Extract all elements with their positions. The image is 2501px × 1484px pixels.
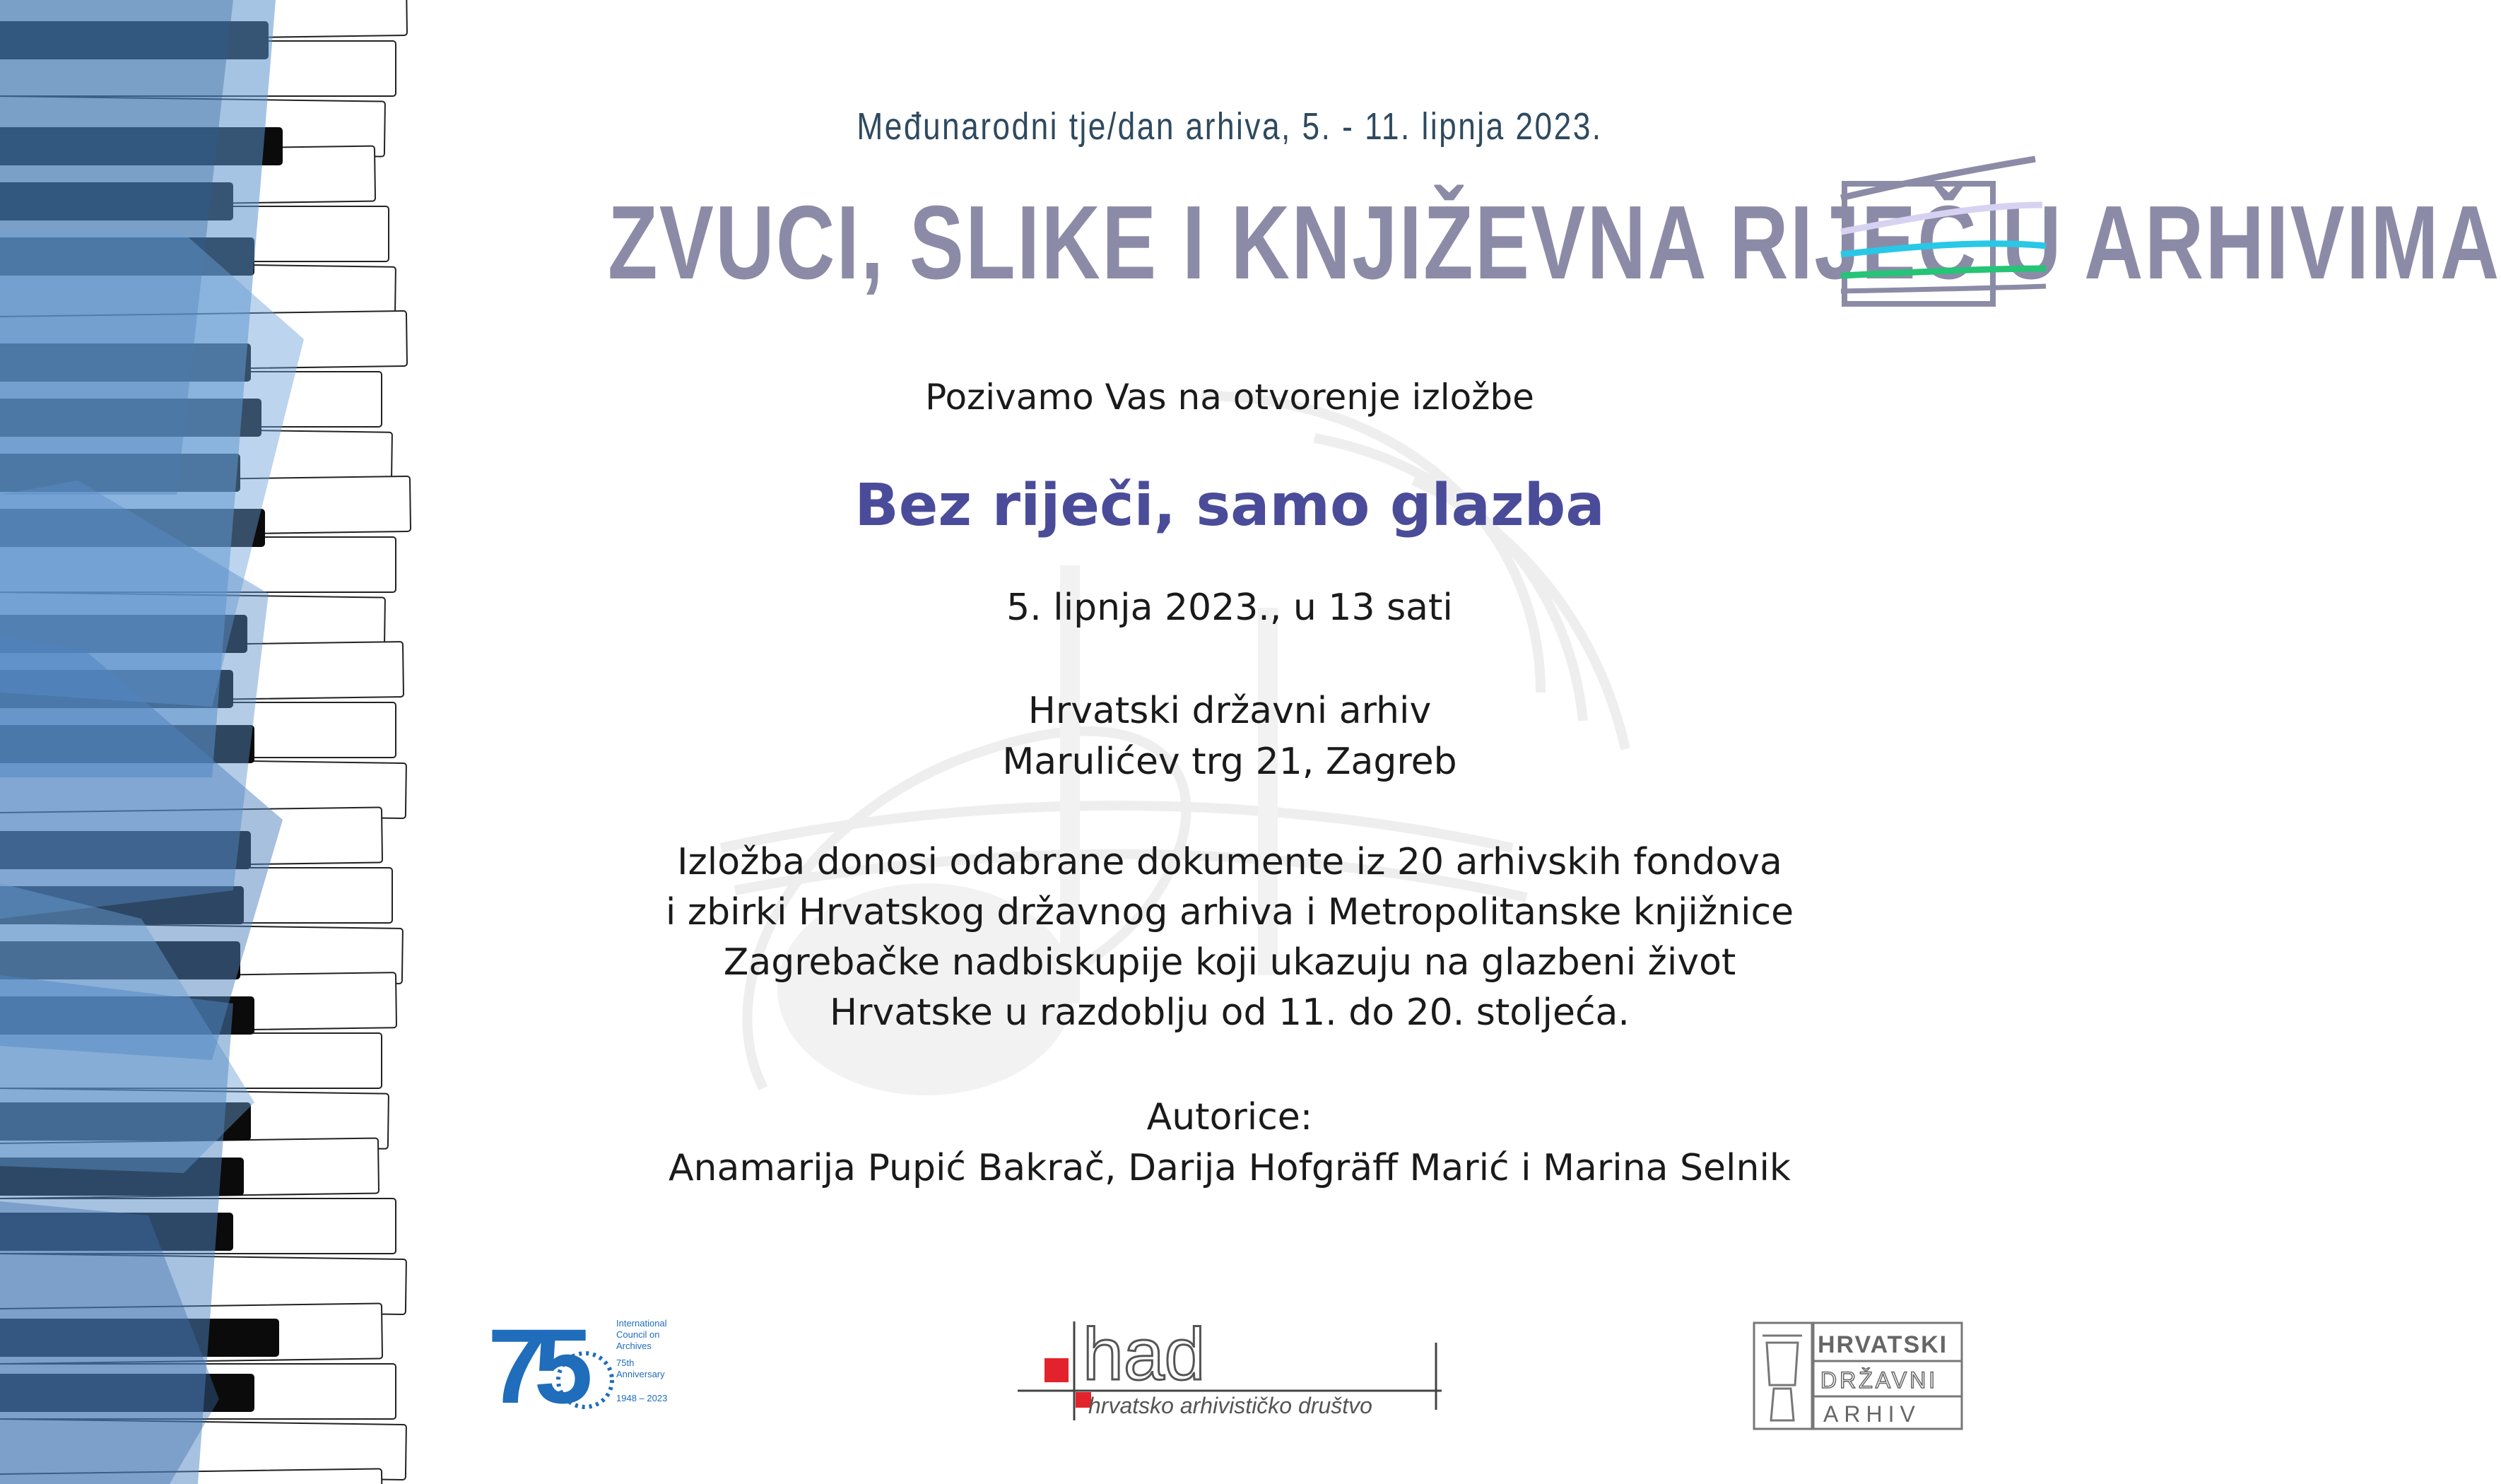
authors-label: Autorice: [1146,1096,1313,1138]
archive-waves-icon [1830,155,2056,311]
ica-text-line: International [616,1318,667,1329]
had-society-logo [1018,1314,1456,1420]
had-name: hrvatsko arhivističko društvo [1088,1393,1372,1418]
event-subtitle: Međunarodni tje/dan arhiva, 5. - 11. lipnja 2023. [857,105,1603,148]
authors-names: Anamarija Pupić Bakrač, Darija Hofgräff Marić i Marina Selnik [668,1147,1791,1189]
description-line: Hrvatske u razdoblju od 11. do 20. stoljeća. [830,991,1630,1034]
description-line: i zbirki Hrvatskog državnog arhiva i Metropolitanske knjižnice [665,891,1794,934]
authors-block [396,1092,2064,1194]
exhibition-description [396,837,2064,1038]
ica-number: 75 [488,1307,580,1425]
piano-keys-decoration [0,0,452,1484]
venue-block [396,685,2064,787]
hda-archive-logo [1753,1321,1965,1431]
ica-text-line: Anniversary [616,1369,665,1379]
ica-text-line: 75th [616,1358,635,1368]
description-line: Zagrebačke nadbiskupije koji ukazuju na glazbeni život [723,941,1736,984]
hda-line-2: DRŽAVNI [1820,1367,1938,1393]
hda-line-1: HRVATSKI [1818,1331,1948,1358]
invitation-text: Pozivamo Vas na otvorenje izložbe [925,377,1534,418]
ica-75-anniversary-logo [488,1307,700,1425]
ica-text-line: Archives [616,1341,652,1351]
venue-name: Hrvatski državni arhiv [1028,690,1432,732]
exhibition-title: Bez riječi, samo glazba [854,472,1605,539]
hda-line-3: ARHIV [1823,1401,1921,1427]
ica-text-line: 1948 – 2023 [616,1393,668,1403]
description-line: Izložba donosi odabrane dokumente iz 20 arhivskih fondova [677,841,1782,883]
venue-address: Marulićev trg 21, Zagreb [1002,741,1457,783]
main-title: ZVUCI, SLIKE I KNJIŽEVNA RIJEČ U ARHIVIMA [608,184,2501,301]
had-mark: had [1083,1314,1206,1396]
event-date-time: 5. lipnja 2023., u 13 sati [1006,587,1453,629]
ica-text-line: Council on [616,1329,660,1340]
